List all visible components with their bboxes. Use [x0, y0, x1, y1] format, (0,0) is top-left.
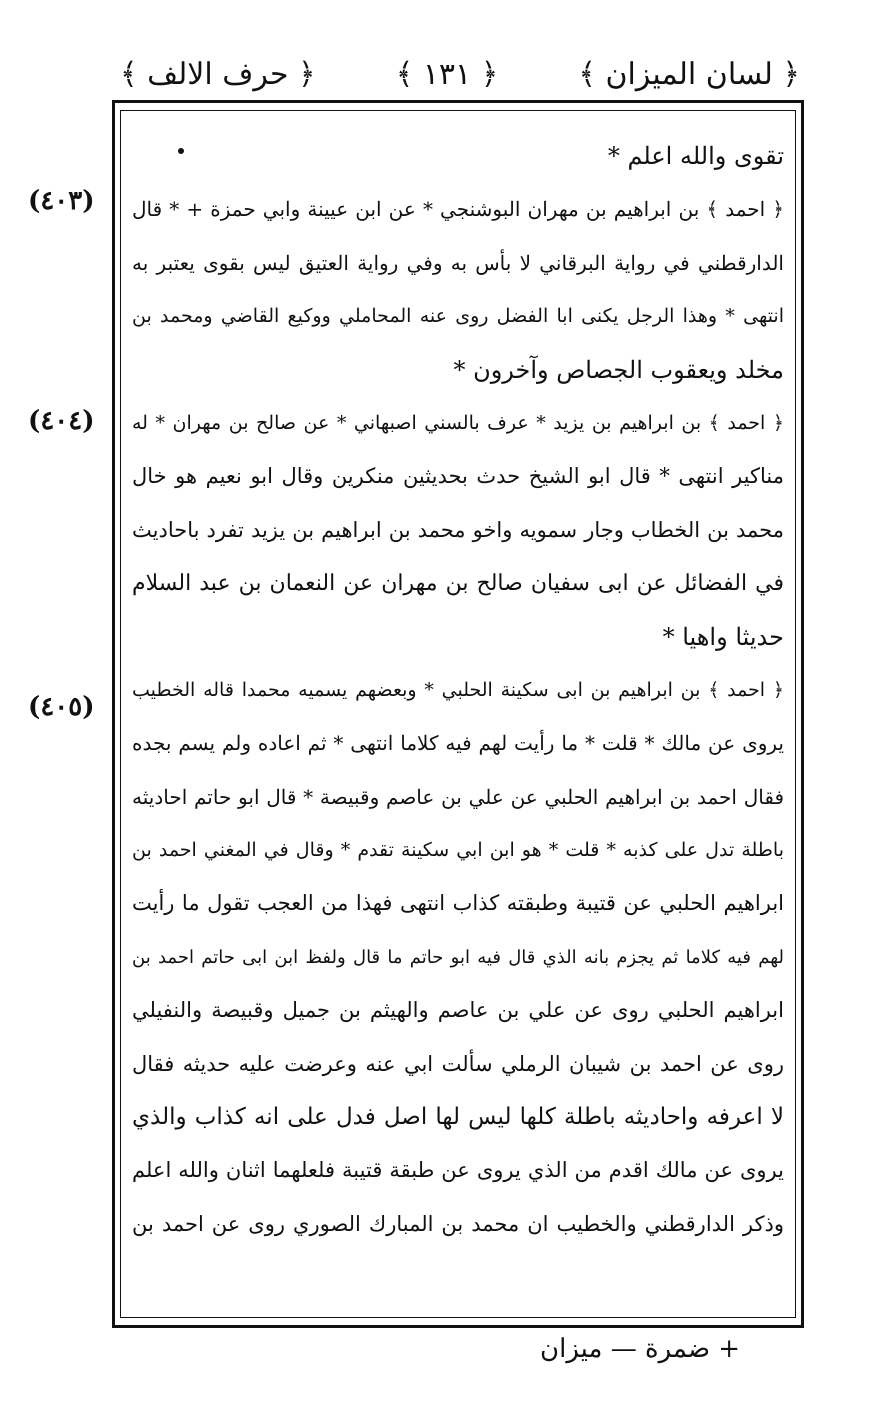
- text-line: ﴿ احمد ﴾ بن ابراهيم بن يزيد * عرف بالسني اصبهاني * عن صالح بن مهران * له: [132, 411, 784, 434]
- text-line: محمد بن الخطاب وجار سمويه واخو محمد بن ابراهيم بن يزيد تفرد باحاديث: [132, 517, 784, 542]
- text-line: وذكر الدارقطني والخطيب ان محمد بن المبارك الصوري روى عن احمد بن: [132, 1211, 784, 1236]
- text-line: ابراهيم الحلبي روى عن علي بن عاصم والهيثم بن جميل وقبيصة والنفيلي: [132, 998, 784, 1023]
- text-line: انتهى * وهذا الرجل يكنى ابا الفضل روى عنه المحاملي ووكيع القاضي ومحمد بن: [132, 305, 784, 328]
- text-line: روى عن احمد بن شيبان الرملي سألت ابي عنه وعرضت عليه حديثه فقال: [132, 1051, 784, 1076]
- entry-number-404: (٤٠٤): [28, 406, 95, 436]
- text-line: لا اعرفه واحاديثه باطلة كلها ليس لها اصل فدل على انه كذاب والذي: [132, 1104, 784, 1131]
- footnote: + ضمرة — ميزان: [540, 1334, 741, 1364]
- text-line: حديثا واهيا *: [662, 622, 784, 651]
- text-line: في الفضائل عن ابى سفيان صالح بن مهران عن النعمان بن عبد السلام: [132, 571, 784, 597]
- book-title: ﴿ لسان الميزان ﴾: [578, 56, 800, 92]
- text-line: ﴿ احمد ﴾ بن ابراهيم بن ابى سكينة الحلبي * وبعضهم يسميه محمدا قاله الخطيب: [132, 678, 784, 701]
- entry-number-403: (٤٠٣): [28, 186, 95, 216]
- text-line: يروى عن مالك * قلت * ما رأيت لهم فيه كلاما انتهى * ثم اعاده ولم يسم بجده: [132, 731, 784, 756]
- page-number: ﴿ ١٣١ ﴾: [395, 56, 499, 92]
- text-line: لهم فيه كلاما ثم يجزم بانه الذي قال فيه ابو حاتم ما قال ولفظ ابن ابى حاتم احمد بن: [132, 946, 784, 968]
- main-text: [132, 130, 784, 1310]
- page-header: [120, 48, 800, 100]
- text-line: فقال احمد بن ابراهيم الحلبي عن علي بن عاصم وقبيصة * قال ابو حاتم احاديثه: [132, 784, 784, 809]
- text-line: باطلة تدل على كذبه * قلت * هو ابن ابي سكينة تقدم * وقال في المغني احمد بن: [132, 839, 784, 862]
- text-line: ابراهيم الحلبي عن قتيبة وطبقته كذاب انتهى فهذا من العجب تقول ما رأيت: [132, 891, 784, 916]
- text-line: ﴿ احمد ﴾ بن ابراهيم بن مهران البوشنجي * عن ابن عيينة وابي حمزة + * قال: [132, 197, 784, 222]
- entry-number-405: (٤٠٥): [28, 692, 95, 722]
- text-line: تقوى والله اعلم *: [607, 142, 784, 170]
- text-line: مناكير انتهى * قال ابو الشيخ حدث بحديثين منكرين وقال ابو نعيم هو خال: [132, 464, 784, 489]
- text-line: يروى عن مالك اقدم من الذي يروى عن طبقة قتيبة فلعلهما اثنان والله اعلم: [132, 1158, 784, 1183]
- text-line: الدارقطني في رواية البرقاني لا بأس به وفي رواية العتيق ليس بقوى يعتبر به: [132, 250, 784, 275]
- chapter-heading: ﴿ حرف الالف ﴾: [120, 56, 316, 92]
- text-line: مخلد ويعقوب الجصاص وآخرون *: [453, 355, 784, 384]
